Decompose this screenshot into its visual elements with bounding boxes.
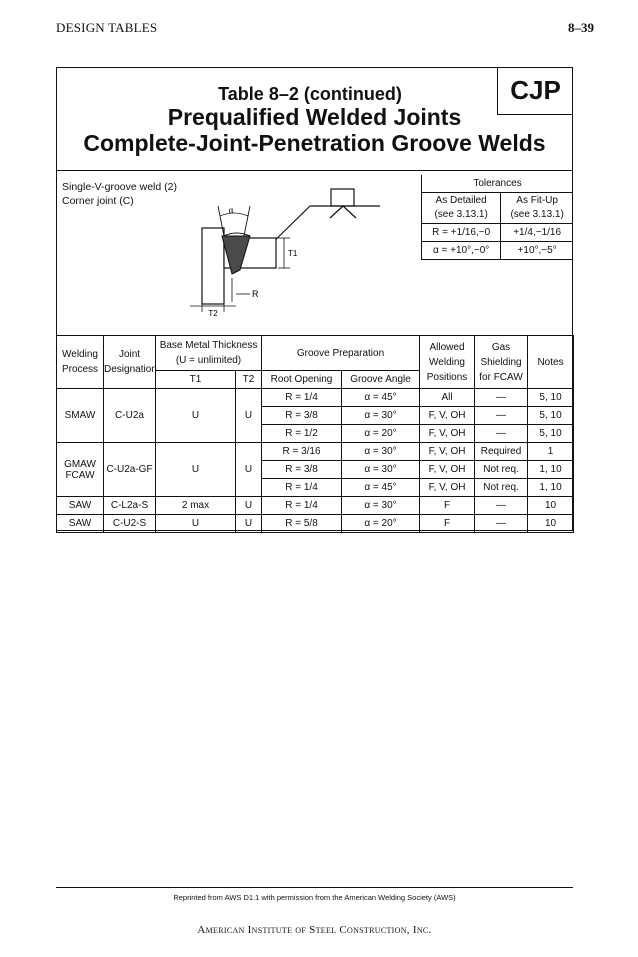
hdr-text: Gas bbox=[491, 341, 511, 353]
tol-as-detailed-ref: (see 3.13.1) bbox=[434, 209, 488, 220]
cell-positions: F, V, OH bbox=[420, 443, 475, 461]
cell-root: R = 3/16 bbox=[262, 443, 342, 461]
joint-data-table bbox=[56, 335, 574, 533]
hdr-text: Positions bbox=[426, 371, 468, 383]
table-id: Table 8–2 (continued) bbox=[218, 84, 402, 104]
cell-angle: α = 30° bbox=[342, 443, 420, 461]
t1-label: T1 bbox=[288, 249, 298, 258]
cell-designation: C-U2a bbox=[104, 389, 156, 443]
cell-process: SAW bbox=[57, 515, 104, 533]
cell-gas: Not req. bbox=[475, 461, 528, 479]
hdr-base-metal bbox=[156, 336, 262, 371]
tol-r-fitup: +1/4,−1/16 bbox=[501, 224, 573, 242]
cell-gas: Not req. bbox=[475, 479, 528, 497]
cell-notes: 10 bbox=[528, 515, 574, 533]
hdr-text: Welding bbox=[62, 349, 98, 360]
tolerances-table bbox=[421, 175, 573, 260]
footnote-divider bbox=[56, 887, 573, 888]
hdr-gas-shielding bbox=[475, 336, 528, 389]
tol-r-detailed: R = +1/16,−0 bbox=[422, 224, 501, 242]
cell-notes: 1, 10 bbox=[528, 479, 574, 497]
weld-type-line2: Corner joint (C) bbox=[62, 195, 134, 207]
cell-designation: C-U2a-GF bbox=[104, 443, 156, 497]
cell-root: R = 1/4 bbox=[262, 389, 342, 407]
hdr-root-opening: Root Opening bbox=[262, 371, 342, 389]
hdr-notes: Notes bbox=[528, 336, 574, 389]
reprint-footnote: Reprinted from AWS D1.1 with permission from the American Welding Society (AWS) bbox=[173, 893, 456, 902]
cell-root: R = 3/8 bbox=[262, 461, 342, 479]
cell-angle: α = 30° bbox=[342, 461, 420, 479]
table-row bbox=[57, 389, 574, 407]
cell-t1: 2 max bbox=[156, 497, 236, 515]
cell-process: GMAW FCAW bbox=[57, 443, 104, 497]
hdr-text: (U = unlimited) bbox=[175, 355, 242, 366]
table-title-line2: Complete-Joint-Penetration Groove Welds bbox=[83, 130, 546, 156]
cell-gas: — bbox=[475, 407, 528, 425]
cell-root: R = 1/2 bbox=[262, 425, 342, 443]
cell-angle: α = 20° bbox=[342, 515, 420, 533]
cell-root: R = 1/4 bbox=[262, 497, 342, 515]
cell-gas: — bbox=[475, 425, 528, 443]
cell-positions: F, V, OH bbox=[420, 425, 475, 443]
alpha-label: α bbox=[228, 205, 234, 215]
cell-positions: F, V, OH bbox=[420, 461, 475, 479]
cell-root: R = 3/8 bbox=[262, 407, 342, 425]
cell-gas: Required bbox=[475, 443, 528, 461]
cell-positions: F, V, OH bbox=[420, 407, 475, 425]
hdr-welding-process bbox=[57, 336, 104, 389]
r-label: R bbox=[252, 289, 259, 299]
cell-positions: F bbox=[420, 515, 475, 533]
hdr-allowed-positions bbox=[420, 336, 475, 389]
weld-type-line1: Single-V-groove weld (2) bbox=[62, 181, 177, 193]
cell-notes: 10 bbox=[528, 497, 574, 515]
hdr-text: for FCAW bbox=[479, 371, 523, 383]
table-row bbox=[57, 443, 574, 461]
t2-label: T2 bbox=[208, 309, 218, 318]
cell-gas: — bbox=[475, 515, 528, 533]
weld-type-description bbox=[62, 180, 177, 208]
tol-col-as-fitup bbox=[501, 193, 573, 224]
tol-col-as-detailed bbox=[422, 193, 501, 224]
cell-designation: C-U2-S bbox=[104, 515, 156, 533]
cell-angle: α = 45° bbox=[342, 479, 420, 497]
hdr-text: Process bbox=[61, 364, 99, 375]
cell-angle: α = 30° bbox=[342, 407, 420, 425]
cell-angle: α = 45° bbox=[342, 389, 420, 407]
cell-t1: U bbox=[156, 389, 236, 443]
cell-positions: F, V, OH bbox=[420, 479, 475, 497]
cell-t2: U bbox=[236, 497, 262, 515]
cell-angle: α = 20° bbox=[342, 425, 420, 443]
joint-diagram bbox=[180, 182, 420, 322]
table-row bbox=[57, 515, 574, 533]
cell-notes: 5, 10 bbox=[528, 389, 574, 407]
cell-angle: α = 30° bbox=[342, 497, 420, 515]
tol-alpha-detailed: α = +10°,−0° bbox=[422, 242, 501, 260]
hdr-groove-prep: Groove Preparation bbox=[262, 336, 420, 371]
cell-designation: C-L2a-S bbox=[104, 497, 156, 515]
hdr-text: Joint bbox=[118, 349, 141, 360]
cjp-code-box: CJP bbox=[497, 67, 573, 115]
hdr-text: Shielding bbox=[480, 356, 522, 368]
running-header-section: DESIGN TABLES bbox=[56, 20, 158, 35]
cell-positions: F bbox=[420, 497, 475, 515]
cell-notes: 1, 10 bbox=[528, 461, 574, 479]
cell-t1: U bbox=[156, 515, 236, 533]
cell-positions: All bbox=[420, 389, 475, 407]
cell-t2: U bbox=[236, 443, 262, 497]
cell-t2: U bbox=[236, 389, 262, 443]
hdr-groove-angle: Groove Angle bbox=[342, 371, 420, 389]
cell-gas: — bbox=[475, 497, 528, 515]
cell-notes: 5, 10 bbox=[528, 425, 574, 443]
cell-t2: U bbox=[236, 515, 262, 533]
hdr-t2: T2 bbox=[236, 371, 262, 389]
tol-as-detailed-label: As Detailed bbox=[435, 195, 487, 206]
cell-root: R = 1/4 bbox=[262, 479, 342, 497]
hdr-text: Allowed bbox=[429, 341, 465, 353]
cell-notes: 5, 10 bbox=[528, 407, 574, 425]
cell-process: SAW bbox=[57, 497, 104, 515]
table-row bbox=[57, 497, 574, 515]
hdr-t1: T1 bbox=[156, 371, 236, 389]
tol-alpha-fitup: +10°,−5° bbox=[501, 242, 573, 260]
cell-t1: U bbox=[156, 443, 236, 497]
tolerances-heading: Tolerances bbox=[422, 175, 574, 193]
tol-as-fitup-label: As Fit-Up bbox=[516, 195, 558, 206]
table-title-line1: Prequalified Welded Joints bbox=[167, 104, 462, 130]
cell-process: SMAW bbox=[57, 389, 104, 443]
cell-root: R = 5/8 bbox=[262, 515, 342, 533]
hdr-text: Designation bbox=[104, 364, 157, 375]
tol-as-fitup-ref: (see 3.13.1) bbox=[510, 209, 564, 220]
page-number: 8–39 bbox=[568, 20, 594, 35]
cell-gas: — bbox=[475, 389, 528, 407]
cell-notes: 1 bbox=[528, 443, 574, 461]
publisher-footer: American Institute of Steel Construction, Inc. bbox=[197, 924, 432, 936]
hdr-text: Welding bbox=[429, 356, 465, 368]
hdr-joint-designation bbox=[104, 336, 156, 389]
hdr-text: Base Metal Thickness bbox=[159, 340, 258, 351]
